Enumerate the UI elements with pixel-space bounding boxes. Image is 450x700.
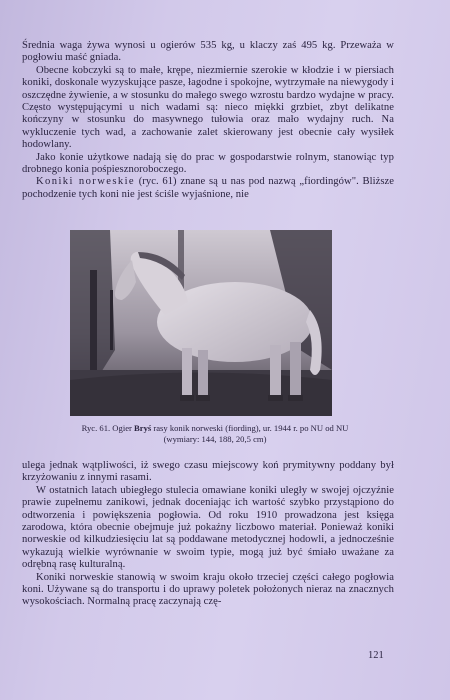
page-number: 121 — [368, 650, 384, 661]
paragraph-koniki-norweskie — [22, 176, 394, 201]
text-block-top — [22, 40, 394, 201]
paragraph: Koniki norweskie stanowią w swoim kraju około trzeciej części całego pogłowia koni. Używane są do transportu i do uprawy poletek położonych nieraz na znacznych wysokościach. Normalną pracę zaczynają czę- — [22, 571, 394, 608]
horse-photo-image — [70, 230, 332, 416]
spaced-heading: Koniki norweskie — [36, 176, 136, 188]
horse-photo — [70, 230, 332, 416]
paragraph: Jako konie użytkowe nadają się do prac w gospodarstwie rolnym, stanowiąc typ drobnego konia pośpiesznoroboczego. — [22, 151, 394, 176]
figure-caption — [80, 423, 350, 445]
paragraph: ulega jednak wątpliwości, iż swego czasu miejscowy koń prymitywny poddany był krzyżowaniu z innymi rasami. — [22, 460, 394, 484]
paragraph-text: (ryc. 61) znane są u nas pod nazwą „fiordingów". Bliższe pochodzenie tych koni nie jest ściśle wyjaśnione, nie — [22, 176, 394, 200]
caption-prefix: Ryc. 61. Ogier — [81, 423, 135, 433]
text-block-bottom — [22, 460, 394, 609]
caption-rest: rasy konik norweski (fiording), ur. 1944 r. po NU od NU (wymiary: 144, 188, 20,5 cm) — [151, 423, 349, 444]
paragraph: Średnia waga żywa wynosi u ogierów 535 kg, u klaczy zaś 495 kg. Przeważa w pogłowiu maść gniada. — [22, 40, 394, 64]
paragraph: Obecne kobczyki są to małe, krępe, niezmiernie szerokie w kłodzie i w piersiach koniki, doskonale wyzyskujące pasze, łagodne i spokojne, wytrzymałe na niewygody i oszczędne żywienie, a w stosunku do małego swego wzrostu bardzo wydajne w pracy. Często występującymi u nich wadami są: nieco miękki grzbiet, zbyt delikatne kończyny w stosunku do masywnego tułowia oraz mało wydajny ruch. Na wykluczenie tych wad, a zachowanie zalet skierowany jest obecnie cały wysiłek hodowlany. — [22, 64, 394, 151]
paragraph: W ostatnich latach ubiegłego stulecia omawiane koniki uległy w swojej ojczyźnie prawie zupełnemu zanikowi, jednak doceniając ich wartość szybko przystąpiono do odtworzenia i powiększenia pogłowia. Od roku 1910 prowadzona jest księga zarodowa, która obecnie obejmuje już pokaźny liczbowo materiał. Ponieważ koniki norweskie od kilkudziesięciu lat są poddawane metodycznej hodowli, a jednocześnie wykazują wielkie wyrównanie w swoim typie, mogą już być śmiało uważane za odrębną rasę kulturalną. — [22, 484, 394, 571]
caption-horse-name: Bryś — [134, 423, 152, 433]
